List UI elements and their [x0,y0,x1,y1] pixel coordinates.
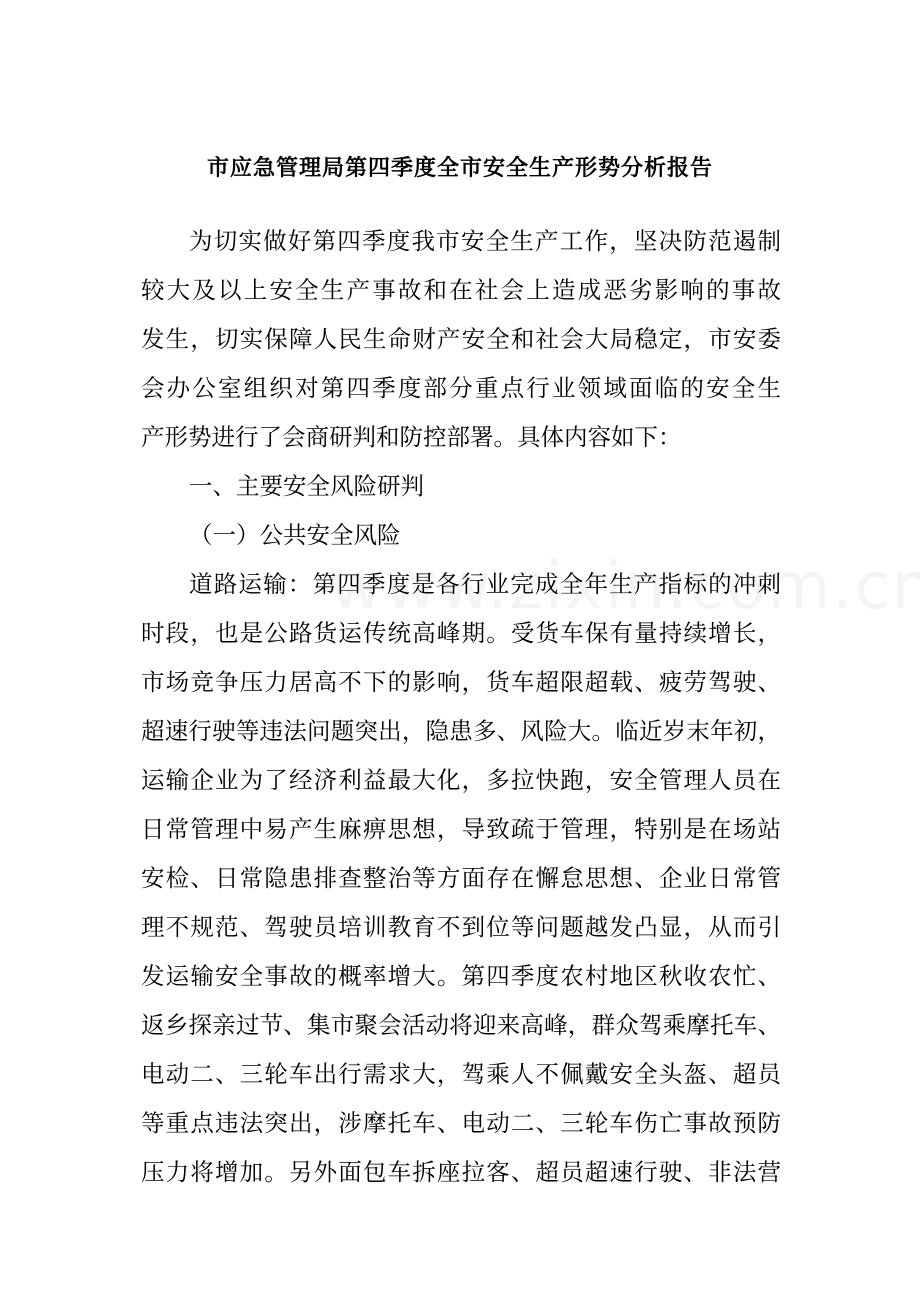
paragraph-line: 超速行驶等违法问题突出，隐患多、风险大。临近岁末年初， [141,717,781,745]
paragraph-line: 为切实做好第四季度我市安全生产工作，坚决防范遏制 [189,227,781,255]
paragraph-line: 道路运输：第四季度是各行业完成全年生产指标的冲刺 [189,570,781,598]
paragraph-line: 等重点违法突出，涉摩托车、电动二、三轮车伤亡事故预防 [141,1109,781,1137]
section-heading: 一、主要安全风险研判 [189,472,424,500]
paragraph-line: 较大及以上安全生产事故和在社会上造成恶劣影响的事故 [141,276,781,304]
document-title: 市应急管理局第四季度全市安全生产形势分析报告 [206,155,713,181]
paragraph-line: 压力将增加。另外面包车拆座拉客、超员超速行驶、非法营 [141,1158,781,1186]
subsection-heading: （一）公共安全风险 [189,521,401,549]
paragraph-line: 返乡探亲过节、集市聚会活动将迎来高峰，群众驾乘摩托车、 [141,1011,781,1039]
paragraph-line: 日常管理中易产生麻痹思想，导致疏于管理，特别是在场站 [141,815,781,843]
paragraph-line: 发运输安全事故的概率增大。第四季度农村地区秋收农忙、 [141,962,781,990]
paragraph-line: 市场竞争压力居高不下的影响，货车超限超载、疲劳驾驶、 [141,668,781,696]
paragraph-line: 理不规范、驾驶员培训教育不到位等问题越发凸显，从而引 [141,913,781,941]
paragraph-line: 运输企业为了经济利益最大化，多拉快跑，安全管理人员在 [141,766,781,794]
paragraph-line: 安检、日常隐患排查整治等方面存在懈怠思想、企业日常管 [141,864,781,892]
paragraph-line: 时段，也是公路货运传统高峰期。受货车保有量持续增长， [141,619,781,647]
paragraph-line: 发生，切实保障人民生命财产安全和社会大局稳定，市安委 [141,325,781,353]
paragraph-line: 产形势进行了会商研判和防控部署。具体内容如下： [141,423,682,451]
paragraph-line: 会办公室组织对第四季度部分重点行业领域面临的安全生 [141,374,781,402]
paragraph-line: 电动二、三轮车出行需求大，驾乘人不佩戴安全头盔、超员 [141,1060,781,1088]
